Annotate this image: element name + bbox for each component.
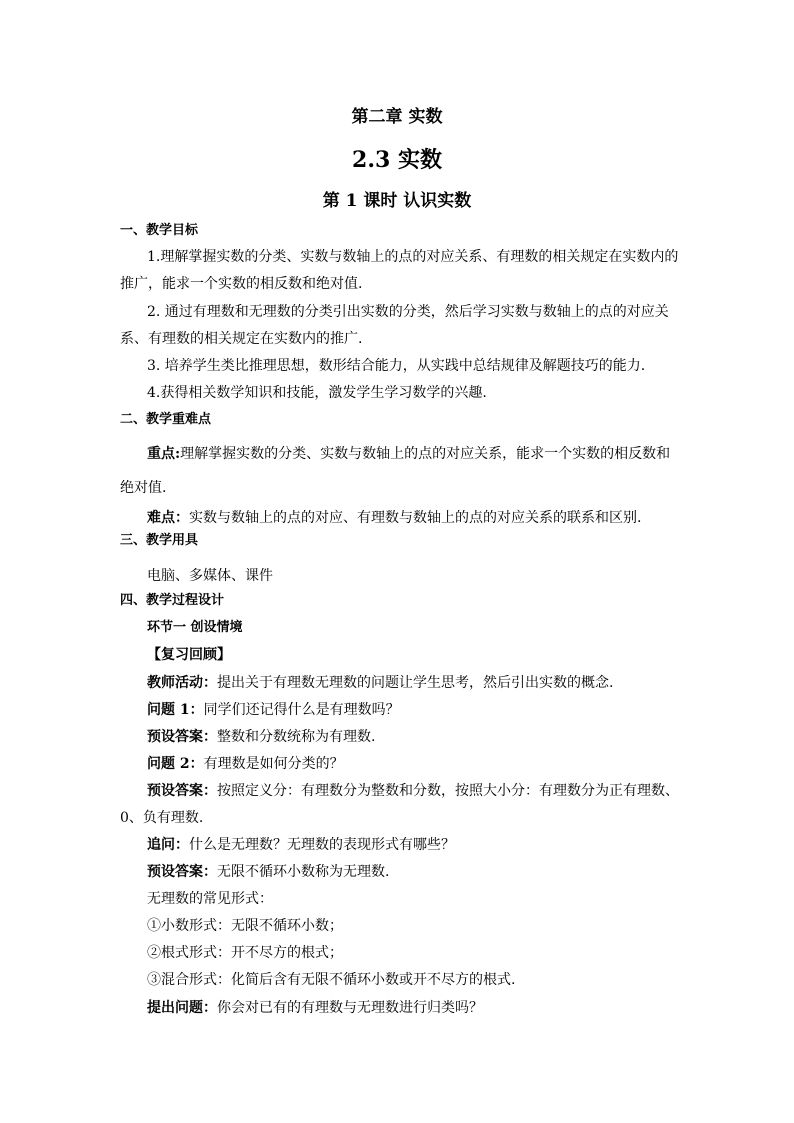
raise-question-label: 提出问题： <box>147 1000 217 1016</box>
irrational-form-1: ①小数形式：无限不循环小数； <box>147 918 343 934</box>
irrational-forms-title: 无理数的常见形式： <box>147 891 273 907</box>
heading-objectives: 一、教学目标 <box>120 223 199 238</box>
heading-tools: 三、教学用具 <box>120 533 199 548</box>
key-point <box>147 445 670 463</box>
follow-up-text: 什么是无理数？无理数的表现形式有哪些？ <box>189 837 455 853</box>
answer-1-label: 预设答案： <box>147 729 217 745</box>
answer-2 <box>147 782 679 800</box>
review-title: 【复习回顾】 <box>147 647 231 663</box>
tools-list: 电脑、多媒体、课件 <box>147 568 273 584</box>
raise-question-text: 你会对已有的有理数与无理数进行归类吗？ <box>217 1000 483 1016</box>
question-2-text: 有理数是如何分类的？ <box>203 756 344 772</box>
irrational-form-3: ③混合形式：化简后含有无限不循环小数或开不尽方的根式. <box>147 972 516 988</box>
answer-3-label: 预设答案： <box>147 864 217 880</box>
teacher-activity <box>147 674 613 692</box>
answer-3-text: 无限不循环小数称为无理数. <box>217 864 390 880</box>
chapter-title: 第二章 实数 <box>351 107 443 127</box>
answer-2-label: 预设答案： <box>147 783 217 799</box>
raise-question <box>147 999 483 1017</box>
section-title: 2.3 实数 <box>352 147 442 173</box>
difficult-point <box>147 509 641 527</box>
answer-1-text: 整数和分数统称为有理数. <box>217 729 376 745</box>
question-2-label: 问题 2： <box>147 756 204 772</box>
teacher-activity-text: 提出关于有理数无理数的问题让学生思考，然后引出实数的概念. <box>217 675 614 691</box>
key-point-label: 重点: <box>147 446 181 462</box>
heading-process: 四、教学过程设计 <box>120 593 225 608</box>
objective-1-line-2: 推广，能求一个实数的相反数和绝对值. <box>120 276 363 292</box>
difficult-point-label: 难点： <box>147 510 189 526</box>
objective-1-line-1: 1.理解掌握实数的分类、实数与数轴上的点的对应关系、有理数的相关规定在实数内的 <box>147 249 679 265</box>
difficult-point-text: 实数与数轴上的点的对应、有理数与数轴上的点的对应关系的联系和区别. <box>189 510 642 526</box>
answer-1 <box>147 728 375 746</box>
question-2 <box>147 755 344 773</box>
key-point-text: 理解掌握实数的分类、实数与数轴上的点的对应关系，能求一个实数的相反数和 <box>180 446 671 462</box>
follow-up-label: 追问： <box>147 837 189 853</box>
objective-2-line-2: 系、有理数的相关规定在实数内的推广. <box>120 331 363 347</box>
heading-key-points: 二、教学重难点 <box>120 412 212 427</box>
follow-up-question <box>147 836 455 854</box>
key-point-line-2: 绝对值. <box>120 480 167 496</box>
answer-2-text: 按照定义分：有理数分为整数和分数，按照大小分：有理数分为正有理数、 <box>217 783 679 799</box>
irrational-form-2: ②根式形式：开不尽方的根式； <box>147 945 343 961</box>
question-1 <box>147 701 400 719</box>
objective-3: 3. 培养学生类比推理思想，数形结合能力，从实践中总结规律及解题技巧的能力. <box>147 358 646 374</box>
answer-3 <box>147 863 389 881</box>
question-1-label: 问题 1： <box>147 702 204 718</box>
objective-2-line-1: 2. 通过有理数和无理数的分类引出实数的分类，然后学习实数与数轴上的点的对应关 <box>147 304 669 320</box>
answer-2-line-2: 0、负有理数. <box>120 810 204 826</box>
question-1-text: 同学们还记得什么是有理数吗？ <box>203 702 400 718</box>
step-1-title: 环节一 创设情境 <box>147 620 243 635</box>
lesson-title: 第 1 课时 认识实数 <box>322 191 472 211</box>
objective-4: 4.获得相关数学知识和技能，激发学生学习数学的兴趣. <box>147 385 487 401</box>
teacher-activity-label: 教师活动： <box>147 675 217 691</box>
